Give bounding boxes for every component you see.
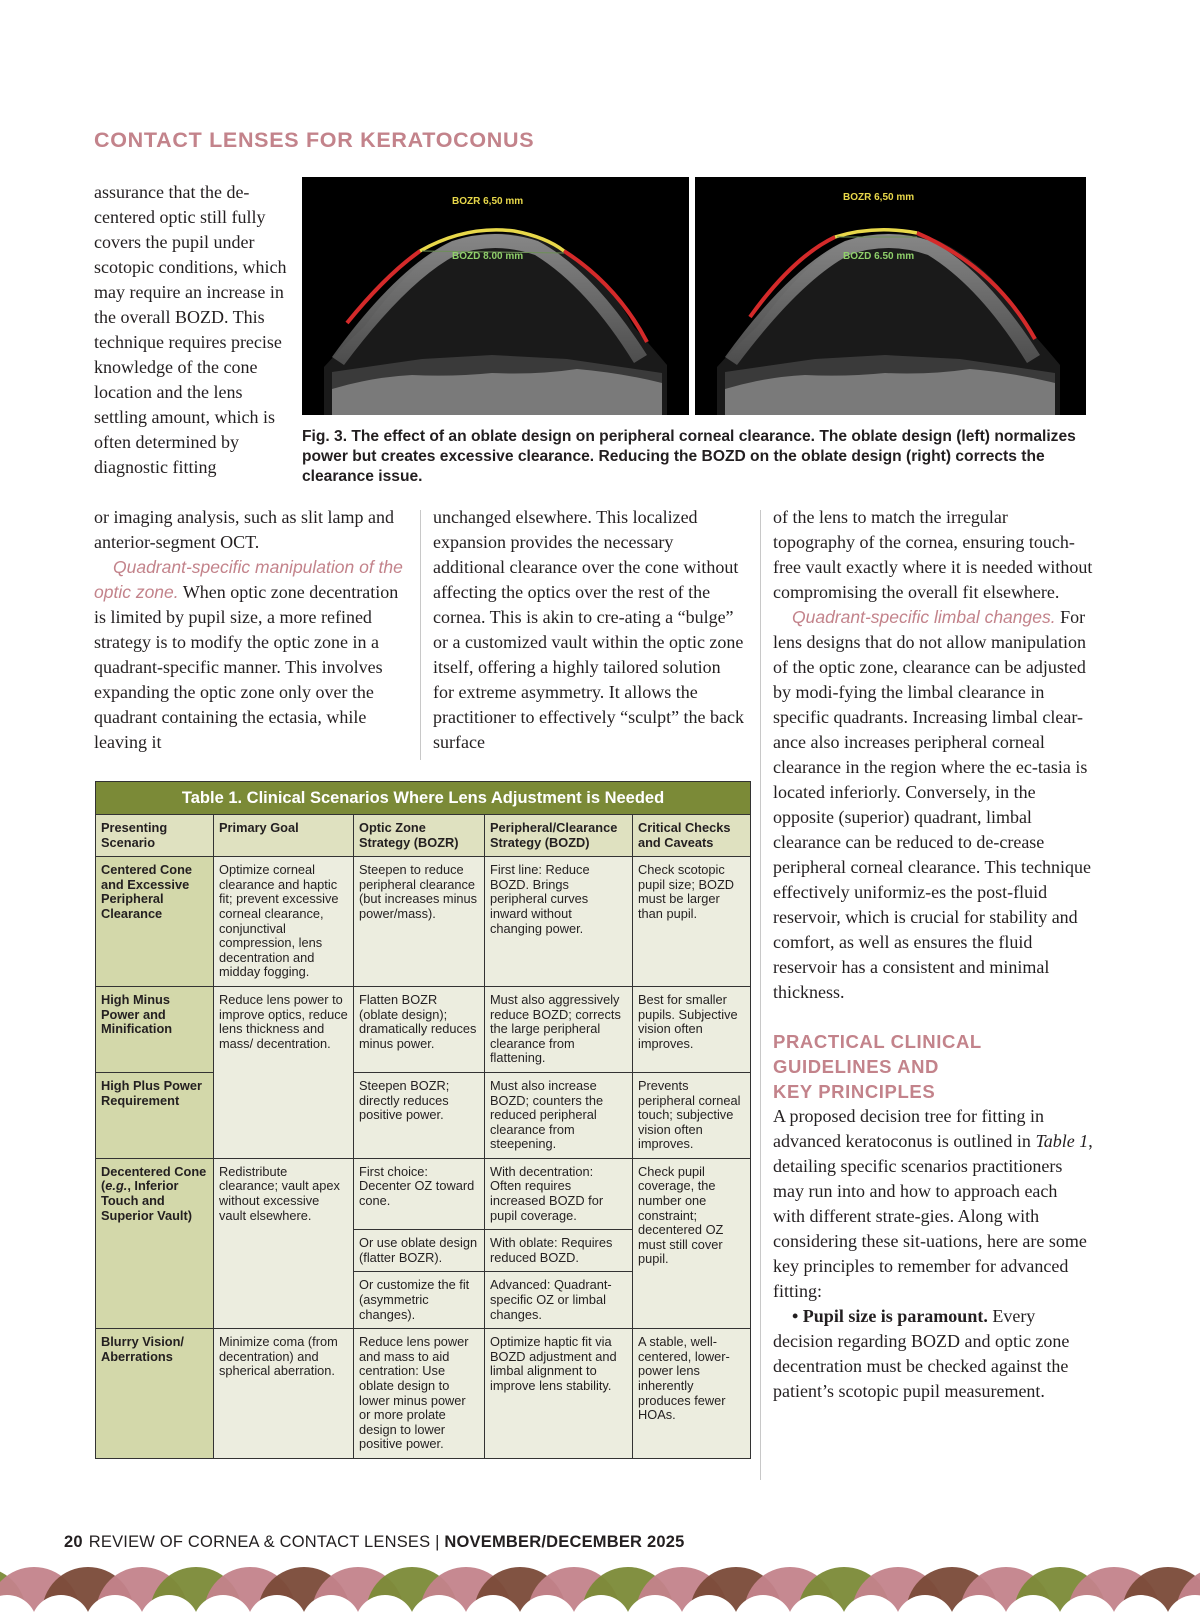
table-cell: First choice: Decenter OZ toward cone. (354, 1158, 485, 1229)
col1-run-in-heading: Quadrant-specific manipulation of the optic zone. (94, 557, 403, 602)
footer-separator: | (435, 1533, 440, 1551)
page-footer (64, 1533, 684, 1552)
bozd-label-right: BOZD 6.50 mm (843, 251, 915, 262)
table-cell: Prevents peripheral corneal touch; subjective vision often improves. (633, 1072, 751, 1158)
col3-run-in-heading: Quadrant-specific limbal changes. (792, 607, 1056, 627)
table-cell: With decentration: Often requires increased BOZD for pupil coverage. (485, 1158, 633, 1229)
table-header-goal: Primary Goal (214, 815, 354, 857)
table-cell (96, 1158, 214, 1328)
table-row (96, 1158, 751, 1229)
table-header-peripheral: Peripheral/Clearance Strategy (BOZD) (485, 815, 633, 857)
decorative-scallop-border (0, 1567, 1200, 1613)
intro-column (94, 180, 299, 480)
table-cell: Advanced: Quadrant-specific OZ or limbal changes. (485, 1272, 633, 1329)
scenario-text-a: Decentered Cone ( (101, 1163, 207, 1194)
scenario-text-b: , Inferior Touch and Superior Vault) (101, 1178, 193, 1223)
table-header-checks: Critical Checks and Caveats (633, 815, 751, 857)
table-reference: Table 1 (1035, 1131, 1089, 1151)
col3-paragraph-3 (773, 1104, 1093, 1304)
subheading (773, 1029, 1093, 1104)
table-cell: Check pupil coverage, the number one constraint; decentered OZ must still cover pupil. (633, 1158, 751, 1328)
col3-paragraph-3-text-b: , detailing specific scenarios practitioners may run into and how to approach each with different strate-gies. Along with considering these sit-uations, here are some key principles to remember for advanced fitting: (773, 1131, 1093, 1301)
text-column-2 (433, 505, 745, 755)
table-row (96, 857, 751, 987)
table-cell: Or customize the fit (asymmetric changes). (354, 1272, 485, 1329)
bozr-label-left: BOZR 6,50 mm (452, 196, 524, 207)
bullet-lead: • Pupil size is paramount. (792, 1306, 988, 1326)
col2-paragraph-1: unchanged elsewhere. This localized expansion provides the necessary additional clearance over the cone without affecting the optics over the rest of the cornea. This is akin to cre-ating a “bulge” or a customized vault within the optic zone itself, offering a highly tailored solution for extreme asymmetry. It allows the practitioner to effectively “sculpt” the back surface (433, 507, 745, 752)
oct-figure (302, 177, 1086, 415)
issue-date: NOVEMBER/DECEMBER 2025 (444, 1533, 685, 1551)
section-heading: CONTACT LENSES FOR KERATOCONUS (94, 128, 535, 152)
table-cell: Blurry Vision/ Aberrations (96, 1329, 214, 1459)
bozr-label-right: BOZR 6,50 mm (843, 192, 915, 203)
table-cell: Check scotopic pupil size; BOZD must be larger than pupil. (633, 857, 751, 987)
subheading-line-3: KEY PRINCIPLES (773, 1081, 936, 1102)
subheading-line-2: GUIDELINES AND (773, 1056, 940, 1077)
table-cell: A stable, well-centered, lower-power lens inherently produces fewer HOAs. (633, 1329, 751, 1459)
table-cell: Must also aggressively reduce BOZD; corrects the large peripheral clearance from flattening. (485, 986, 633, 1072)
bullet-item (773, 1304, 1093, 1404)
table-cell: With oblate: Requires reduced BOZD. (485, 1230, 633, 1272)
table-1 (95, 781, 750, 1459)
col1-paragraph-1: or imaging analysis, such as slit lamp and anterior-segment OCT. (94, 507, 394, 552)
table-cell: Or use oblate design (flatter BOZR). (354, 1230, 485, 1272)
table-header-scenario: Presenting Scenario (96, 815, 214, 857)
column-divider-1 (420, 510, 421, 760)
table-cell: Optimize haptic fit via BOZD adjustment and limbal alignment to improve lens stability. (485, 1329, 633, 1459)
table-cell: High Plus Power Requirement (96, 1072, 214, 1158)
table-row (96, 1072, 751, 1158)
col3-paragraph-1: of the lens to match the irregular topography of the cornea, ensuring touch-free vault exactly where it is needed without compromising the overall fit elsewhere. (773, 507, 1093, 602)
bozd-label-left: BOZD 8.00 mm (452, 251, 524, 262)
col3-paragraph-2 (773, 605, 1093, 1005)
table-cell: Minimize coma (from decentration) and spherical aberration. (214, 1329, 354, 1459)
col1-paragraph-2 (94, 555, 406, 755)
page-number: 20 (64, 1533, 83, 1551)
table-cell: Steepen to reduce peripheral clearance (but increases minus power/mass). (354, 857, 485, 987)
text-column-3 (773, 505, 1093, 1404)
oct-panel-left (302, 177, 689, 415)
table-cell: Reduce lens power and mass to aid centration: Use oblate design to lower minus power or more prolate design to lower positive power. (354, 1329, 485, 1459)
table-cell: Best for smaller pupils. Subjective vision often improves. (633, 986, 751, 1072)
table-cell: Centered Cone and Excessive Peripheral Clearance (96, 857, 214, 987)
table-cell: Redistribute clearance; vault apex without excessive vault elsewhere. (214, 1158, 354, 1328)
figure-caption: Fig. 3. The effect of an oblate design on peripheral corneal clearance. The oblate design (left) normalizes power but creates excessive clearance. Reducing the BOZD on the oblate design (right) corrects the clearance issue. (302, 428, 1076, 485)
table-cell: First line: Reduce BOZD. Brings peripheral curves inward without changing power. (485, 857, 633, 987)
oct-panel-right (695, 177, 1086, 415)
table-cell: Must also increase BOZD; counters the reduced peripheral clearance from steepening. (485, 1072, 633, 1158)
table-cell: Flatten BOZR (oblate design); dramatically reduces minus power. (354, 986, 485, 1072)
table-header-optic-zone: Optic Zone Strategy (BOZR) (354, 815, 485, 857)
col3-paragraph-2-text: For lens designs that do not allow manipulation of the optic zone, clearance can be adjusted by modi-fying the limbal clearance in specific quadrants. Increasing limbal clear-ance also increases peripheral corneal clearance in the region where the ec-tasia is located inferiorly. Conversely, in the opposite (superior) quadrant, limbal clearance can be reduced to de-crease peripheral corneal clearance. This technique effectively uniformiz-es the post-fluid reservoir, which is crucial for stability and comfort, as well as ensures the fluid reservoir has a consistent and minimal thickness. (773, 607, 1091, 1002)
col3-paragraph-3-text-a: A proposed decision tree for fitting in advanced keratoconus is outlined in (773, 1106, 1044, 1151)
scenario-eg: e.g. (105, 1178, 128, 1194)
table-cell: High Minus Power and Minification (96, 986, 214, 1072)
intro-paragraph: assurance that the de-centered optic still fully covers the pupil under scotopic conditions, which may require an increase in the overall BOZD. This technique requires precise knowledge of the cone location and the lens settling amount, which is often determined by diagnostic fitting (94, 182, 287, 477)
publication-name: REVIEW OF CORNEA & CONTACT LENSES (88, 1533, 431, 1551)
subheading-line-1: PRACTICAL CLINICAL (773, 1031, 982, 1052)
text-column-1 (94, 505, 406, 755)
column-divider-2 (760, 510, 761, 1480)
table-cell: Steepen BOZR; directly reduces positive power. (354, 1072, 485, 1158)
bullet-text: Every decision regarding BOZD and optic zone decentration must be checked against the patient’s scotopic pupil measurement. (773, 1306, 1070, 1401)
table-cell: Reduce lens power to improve optics, reduce lens thickness and mass/ decentration. (214, 986, 354, 1158)
col1-paragraph-2-text: When optic zone decentration is limited by pupil size, a more refined strategy is to modify the optic zone in a quadrant-specific manner. This involves expanding the optic zone only over the quadrant containing the ectasia, while leaving it (94, 582, 399, 752)
table-row (96, 1329, 751, 1459)
table-row (96, 986, 751, 1072)
table-title: Table 1. Clinical Scenarios Where Lens Adjustment is Needed (96, 782, 751, 815)
table-cell: Optimize corneal clearance and haptic fit; prevent excessive corneal clearance, conjunctival compression, lens decentration and midday fogging. (214, 857, 354, 987)
